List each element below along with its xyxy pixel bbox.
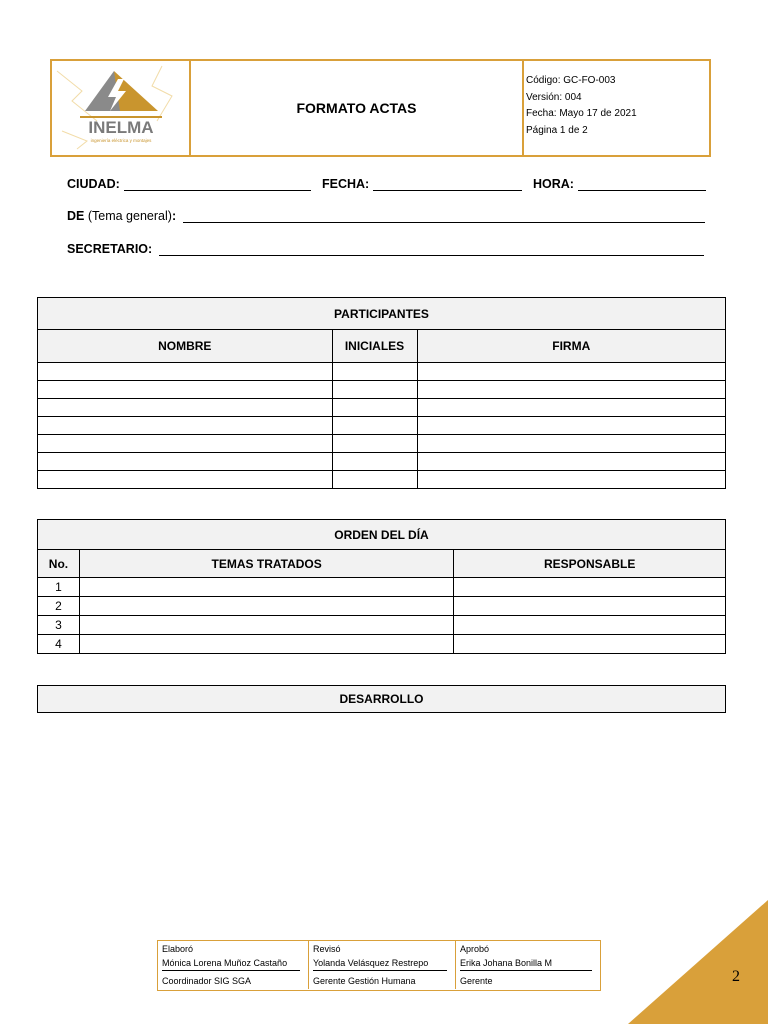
participantes-table (37, 297, 726, 489)
orden-title: ORDEN DEL DÍA (38, 520, 726, 550)
secretario-line[interactable] (159, 255, 704, 256)
signature-reviso (309, 941, 456, 989)
firma-cell[interactable] (417, 417, 726, 435)
ciudad-label: CIUDAD: (67, 177, 120, 191)
table-row (38, 399, 726, 417)
table-row (38, 578, 726, 597)
responsable-cell[interactable] (454, 616, 726, 635)
document-title: FORMATO ACTAS (191, 61, 524, 155)
aprobo-rule (460, 970, 592, 971)
firma-cell[interactable] (417, 435, 726, 453)
nombre-cell[interactable] (38, 417, 333, 435)
iniciales-cell[interactable] (332, 399, 417, 417)
col-iniciales: INICIALES (332, 330, 417, 363)
reviso-role: Revisó (313, 944, 341, 954)
firma-cell[interactable] (417, 363, 726, 381)
responsable-cell[interactable] (454, 578, 726, 597)
row-number: 3 (38, 616, 80, 635)
table-row (38, 417, 726, 435)
table-row (38, 363, 726, 381)
meta-fecha: Fecha: Mayo 17 de 2021 (526, 108, 637, 119)
col-temas: TEMAS TRATADOS (79, 550, 453, 578)
table-row (38, 635, 726, 654)
table-row (38, 471, 726, 489)
iniciales-cell[interactable] (332, 471, 417, 489)
nombre-cell[interactable] (38, 399, 333, 417)
fecha-label: FECHA: (322, 177, 370, 191)
table-row (38, 616, 726, 635)
nombre-cell[interactable] (38, 435, 333, 453)
table-row (38, 453, 726, 471)
meta-version: Versión: 004 (526, 91, 582, 103)
iniciales-cell[interactable] (332, 363, 417, 381)
orden-table (37, 519, 726, 654)
elaboro-name: Mónica Lorena Muñoz Castaño (162, 958, 288, 968)
table-row (38, 597, 726, 616)
elaboro-rule (162, 970, 300, 971)
iniciales-cell[interactable] (332, 435, 417, 453)
participantes-title: PARTICIPANTES (38, 298, 726, 330)
meta-pagina: Página 1 de 2 (526, 124, 588, 136)
iniciales-cell[interactable] (332, 381, 417, 399)
hora-label: HORA: (533, 177, 574, 191)
iniciales-cell[interactable] (332, 417, 417, 435)
de-subtitle: (Tema general) (87, 209, 172, 223)
col-no: No. (38, 550, 80, 578)
tema-cell[interactable] (79, 597, 453, 616)
aprobo-role: Aprobó (460, 944, 490, 954)
de-label (67, 209, 176, 223)
row-number: 2 (38, 597, 80, 616)
fecha-line[interactable] (373, 190, 522, 191)
nombre-cell[interactable] (38, 363, 333, 381)
page-number: 2 (732, 968, 740, 985)
document-meta (526, 73, 706, 139)
desarrollo-title: DESARROLLO (38, 686, 726, 713)
elaboro-role: Elaboró (162, 944, 194, 954)
firma-cell[interactable] (417, 381, 726, 399)
desarrollo-table (37, 685, 726, 713)
secretario-label: SECRETARIO: (67, 242, 153, 256)
meta-codigo: Código: GC-FO-003 (526, 75, 616, 86)
de-bold: DE (67, 209, 85, 223)
nombre-cell[interactable] (38, 471, 333, 489)
reviso-rule (313, 970, 447, 971)
reviso-name: Yolanda Velásquez Restrepo (313, 958, 429, 968)
signature-box (157, 940, 601, 991)
aprobo-name: Erika Johana Bonilla M (460, 958, 553, 968)
col-nombre: NOMBRE (38, 330, 333, 363)
responsable-cell[interactable] (454, 597, 726, 616)
table-row (38, 381, 726, 399)
elaboro-position: Coordinador SIG SGA (162, 976, 252, 986)
table-row (38, 435, 726, 453)
logo-subtext: ingeniería eléctrica y montajes (90, 138, 152, 143)
tema-cell[interactable] (79, 635, 453, 654)
logo-cell (52, 61, 191, 155)
firma-cell[interactable] (417, 471, 726, 489)
aprobo-position: Gerente (460, 976, 493, 986)
reviso-position: Gerente Gestión Humana (313, 976, 416, 986)
inelma-logo (52, 61, 189, 155)
nombre-cell[interactable] (38, 453, 333, 471)
tema-cell[interactable] (79, 616, 453, 635)
document-header (50, 59, 711, 157)
row-number: 4 (38, 635, 80, 654)
corner-triangle (628, 894, 768, 1024)
iniciales-cell[interactable] (332, 453, 417, 471)
responsable-cell[interactable] (454, 635, 726, 654)
hora-line[interactable] (578, 190, 706, 191)
de-colon: : (171, 209, 177, 223)
row-number: 1 (38, 578, 80, 597)
logo-text: INELMA (88, 118, 154, 137)
firma-cell[interactable] (417, 399, 726, 417)
signature-elaboro (158, 941, 309, 989)
firma-cell[interactable] (417, 453, 726, 471)
nombre-cell[interactable] (38, 381, 333, 399)
tema-cell[interactable] (79, 578, 453, 597)
ciudad-line[interactable] (124, 190, 311, 191)
signature-aprobo (456, 941, 600, 989)
de-line[interactable] (183, 222, 705, 223)
col-firma: FIRMA (417, 330, 726, 363)
col-responsable: RESPONSABLE (454, 550, 726, 578)
